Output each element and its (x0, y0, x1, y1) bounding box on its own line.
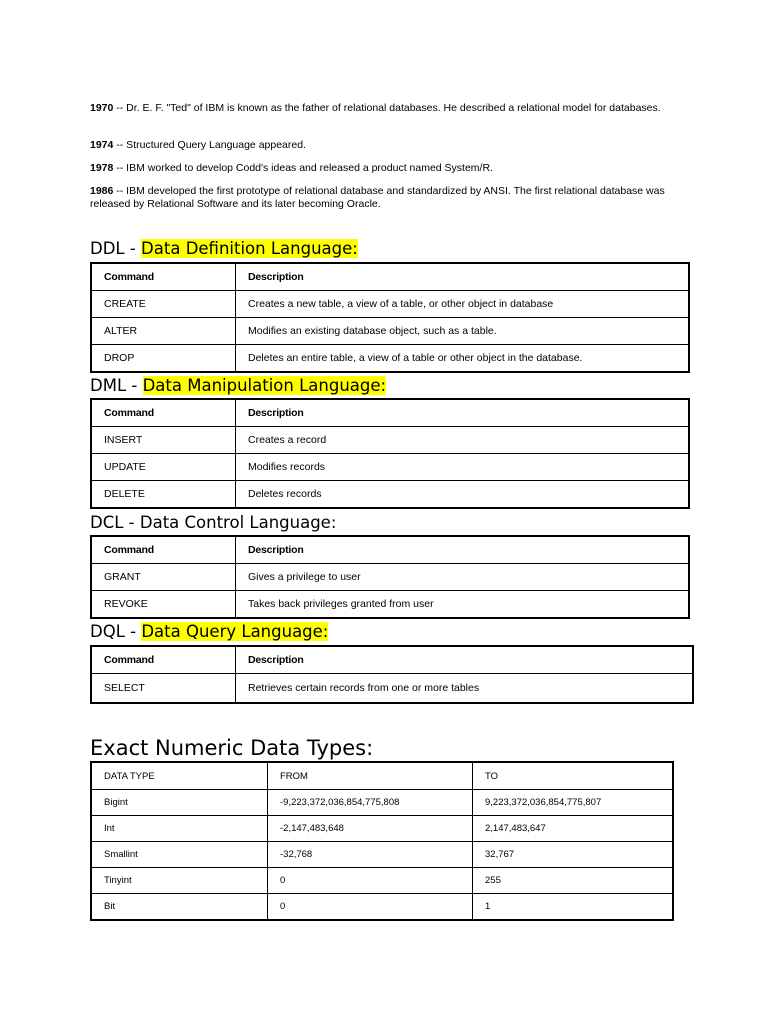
history-1974 (90, 139, 680, 152)
type-cell: Bigint (91, 790, 268, 816)
header-command: Command (91, 646, 236, 674)
history-1986 (90, 185, 680, 211)
description-cell: Takes back privileges granted from user (236, 591, 690, 619)
header-command: Command (91, 263, 236, 291)
history-year: 1986 (90, 185, 114, 197)
dcl-heading (90, 512, 336, 534)
history-1970 (90, 102, 680, 115)
command-cell: UPDATE (91, 454, 236, 481)
history-text: -- IBM developed the first prototype of relational database and standardized by ANSI. The first relational database was released by Relational Software and its later becoming Oracle. (90, 185, 665, 210)
type-cell: Smallint (91, 842, 268, 868)
table-row (91, 481, 689, 509)
description-cell: Retrieves certain records from one or more tables (236, 674, 694, 704)
command-cell: GRANT (91, 564, 236, 591)
ddl-prefix: DDL - (90, 239, 142, 258)
dml-prefix: DML - (90, 376, 143, 395)
history-year: 1970 (90, 102, 114, 114)
dcl-prefix: DCL - (90, 513, 140, 532)
table-header-row (91, 399, 689, 427)
header-description: Description (236, 399, 690, 427)
to-cell: 9,223,372,036,854,775,807 (473, 790, 674, 816)
table-row (91, 291, 689, 318)
command-cell: SELECT (91, 674, 236, 704)
command-cell: INSERT (91, 427, 236, 454)
header-data-type: DATA TYPE (91, 762, 268, 790)
header-description: Description (236, 263, 690, 291)
command-cell: CREATE (91, 291, 236, 318)
description-cell: Deletes records (236, 481, 690, 509)
dql-title: Data Query Language: (141, 622, 329, 641)
command-cell: REVOKE (91, 591, 236, 619)
from-cell: -2,147,483,648 (268, 816, 473, 842)
ddl-title: Data Definition Language: (141, 239, 358, 258)
table-header-row (91, 263, 689, 291)
header-description: Description (236, 646, 694, 674)
history-text: -- Dr. E. F. "Ted" of IBM is known as the father of relational databases. He described a relational model for databases. (113, 102, 661, 114)
to-cell: 255 (473, 868, 674, 894)
header-description: Description (236, 536, 690, 564)
header-from: FROM (268, 762, 473, 790)
numeric-types-table (90, 761, 674, 921)
dml-title: Data Manipulation Language: (142, 376, 387, 395)
numeric-heading: Exact Numeric Data Types: (90, 736, 374, 760)
history-text: -- IBM worked to develop Codd's ideas and released a product named System/R. (113, 162, 493, 174)
table-row (91, 816, 673, 842)
table-row (91, 894, 673, 921)
header-command: Command (91, 399, 236, 427)
from-cell: -32,768 (268, 842, 473, 868)
table-header-row (91, 646, 693, 674)
history-year: 1978 (90, 162, 114, 174)
table-row (91, 868, 673, 894)
table-row (91, 318, 689, 345)
type-cell: Tinyint (91, 868, 268, 894)
description-cell: Deletes an entire table, a view of a table or other object in the database. (236, 345, 690, 373)
dcl-table (90, 535, 690, 619)
dql-table (90, 645, 694, 704)
history-text: -- Structured Query Language appeared. (113, 139, 306, 151)
to-cell: 32,767 (473, 842, 674, 868)
table-row (91, 345, 689, 373)
command-cell: DROP (91, 345, 236, 373)
table-row (91, 842, 673, 868)
to-cell: 2,147,483,647 (473, 816, 674, 842)
table-header-row (91, 536, 689, 564)
dql-heading (90, 621, 328, 643)
description-cell: Modifies records (236, 454, 690, 481)
header-command: Command (91, 536, 236, 564)
ddl-table (90, 262, 690, 373)
description-cell: Creates a new table, a view of a table, or other object in database (236, 291, 690, 318)
type-cell: Bit (91, 894, 268, 921)
to-cell: 1 (473, 894, 674, 921)
command-cell: ALTER (91, 318, 236, 345)
description-cell: Modifies an existing database object, such as a table. (236, 318, 690, 345)
header-to: TO (473, 762, 674, 790)
dml-heading (90, 375, 386, 397)
table-row (91, 790, 673, 816)
table-row (91, 591, 689, 619)
description-cell: Creates a record (236, 427, 690, 454)
from-cell: 0 (268, 868, 473, 894)
command-cell: DELETE (91, 481, 236, 509)
table-row (91, 564, 689, 591)
type-cell: Int (91, 816, 268, 842)
dcl-title: Data Control Language: (139, 513, 337, 532)
dql-prefix: DQL - (90, 622, 142, 641)
from-cell: 0 (268, 894, 473, 921)
description-cell: Gives a privilege to user (236, 564, 690, 591)
table-row (91, 674, 693, 704)
table-row (91, 454, 689, 481)
history-1978 (90, 162, 680, 175)
ddl-heading (90, 238, 358, 260)
table-header-row (91, 762, 673, 790)
table-row (91, 427, 689, 454)
history-year: 1974 (90, 139, 114, 151)
from-cell: -9,223,372,036,854,775,808 (268, 790, 473, 816)
dml-table (90, 398, 690, 509)
